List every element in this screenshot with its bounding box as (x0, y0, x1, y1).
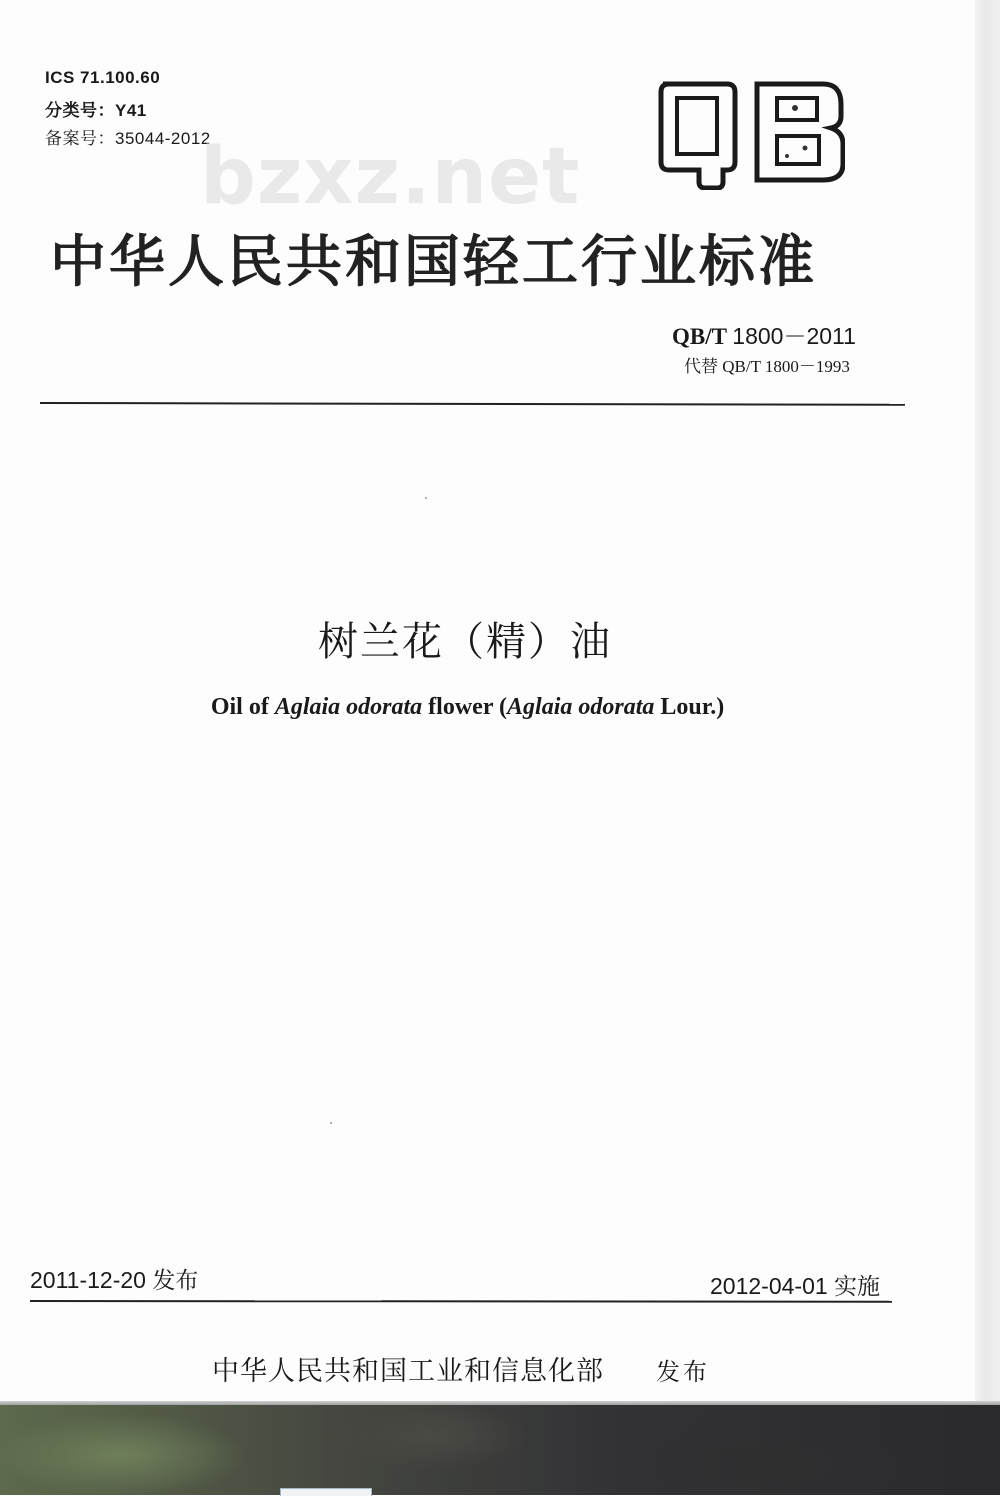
watermark: bzxz.net (200, 132, 581, 222)
publish-date: 2011-12-20 发布 (30, 1267, 199, 1293)
replaces-standard: 代替 QB/T 1800－1993 (684, 357, 850, 376)
background-photo (0, 1405, 1000, 1495)
implementation-date: 2012-04-01 实施 (710, 1273, 881, 1299)
product-title-english: Oil of Aglaia odorata flower (Aglaia odorata Lour.) (210, 694, 725, 720)
classification-code: 分类号：Y41 (45, 101, 147, 120)
page-edge-shadow (975, 0, 1000, 1405)
issuing-authority: 中华人民共和国工业和信息化部 (212, 1356, 604, 1387)
qb-logo (655, 78, 845, 190)
standard-prefix: QB/T (672, 324, 727, 349)
filing-number: 备案号：35044-2012 (45, 129, 211, 148)
issuing-label: 发布 (656, 1358, 710, 1386)
document-category-title: 中华人民共和国轻工行业标准 (50, 230, 817, 295)
ics-code: ICS 71.100.60 (45, 68, 161, 87)
standard-number (672, 318, 856, 351)
scan-speck (330, 1122, 332, 1124)
standard-year-number: 1800－2011 (732, 323, 856, 349)
product-title-chinese: 树兰花（精）油 (318, 619, 612, 665)
scan-speck (425, 497, 427, 499)
